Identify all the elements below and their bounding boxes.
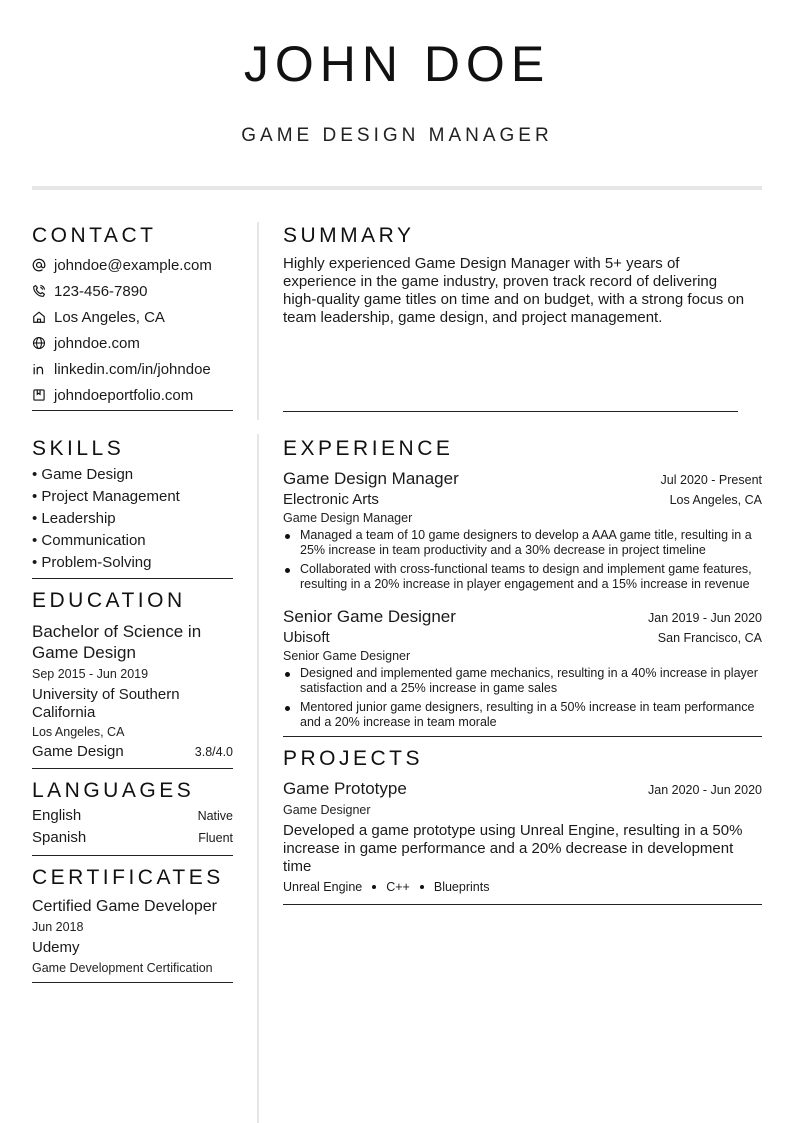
skill-item: • Project Management — [32, 488, 180, 505]
column-divider-bottom — [257, 434, 259, 1123]
education-school: University of Southern California — [32, 686, 180, 721]
job-bullet — [283, 700, 762, 730]
skills-list — [32, 464, 233, 574]
contact-linkedin-text: linkedin.com/in/johndoe — [54, 360, 211, 378]
job-bullet-text: Designed and implemented game mechanics, resulting in a 40% increase in player satisfaction and a 25% increase in game sales — [300, 666, 758, 695]
languages-heading: LANGUAGES — [32, 779, 195, 802]
right-column — [283, 222, 762, 894]
certificates-heading: CERTIFICATES — [32, 866, 224, 889]
header-divider — [32, 186, 762, 190]
tag-separator — [420, 885, 424, 889]
certificates-rule — [32, 982, 233, 983]
language-name: English — [32, 807, 82, 824]
job-dates: Jan 2019 - Jun 2020 — [648, 611, 762, 625]
contact-phone[interactable] — [32, 278, 233, 304]
certificate-description: Game Development Certification — [32, 961, 213, 975]
job-bullet — [283, 528, 762, 558]
projects-rule — [283, 904, 762, 905]
job-title: Game Design Manager — [283, 469, 459, 488]
bullet-dot — [285, 534, 290, 539]
tag-separator — [372, 885, 376, 889]
skill-item: • Problem-Solving — [32, 554, 152, 571]
job-position: Game Design Manager — [283, 511, 413, 525]
at-icon — [32, 258, 54, 272]
education-location: Los Angeles, CA — [32, 725, 125, 739]
job-location: Los Angeles, CA — [669, 493, 762, 507]
job-company: Electronic Arts — [283, 491, 379, 508]
bullet-dot — [285, 706, 290, 711]
certificate-date: Jun 2018 — [32, 920, 84, 934]
project-tag: Blueprints — [433, 880, 490, 894]
job-entry — [283, 606, 762, 730]
project-tags — [283, 880, 762, 894]
project-entry — [283, 778, 762, 894]
linkedin-icon — [32, 362, 54, 376]
language-level: Native — [197, 809, 233, 823]
skills-heading: SKILLS — [32, 437, 125, 460]
contact-email[interactable] — [32, 252, 233, 278]
bullet-dot — [285, 568, 290, 573]
job-bullet-text: Managed a team of 10 game designers to develop a AAA game title, resulting in a 25% increase in team productivity and a 30% decrease in project timeline — [300, 528, 752, 557]
contact-portfolio-text: johndoeportfolio.com — [54, 386, 194, 404]
project-name: Game Prototype — [283, 779, 407, 798]
education-degree: Bachelor of Science in Game Design — [32, 622, 202, 662]
language-name: Spanish — [32, 829, 87, 846]
job-header — [283, 468, 762, 490]
job-bullets — [283, 666, 762, 730]
education-field: Game Design — [32, 743, 124, 760]
skills-rule — [32, 578, 233, 579]
job-bullet-text: Mentored junior game designers, resulting in a 50% increase in team performance and a 20% increase in team morale — [300, 700, 755, 729]
project-description: Developed a game prototype using Unreal Engine, resulting in a 50% increase in game performance and a 20% decrease in development time — [283, 822, 743, 875]
experience-heading: EXPERIENCE — [283, 437, 454, 460]
language-level: Fluent — [198, 831, 233, 845]
job-company-row — [283, 491, 762, 508]
language-row — [32, 807, 233, 829]
education-gpa: 3.8/4.0 — [194, 745, 233, 759]
project-tag: C++ — [386, 880, 410, 894]
experience-section — [283, 435, 762, 905]
job-header — [283, 606, 762, 628]
job-bullets — [283, 528, 762, 592]
education-rule — [32, 768, 233, 769]
skill-item: • Communication — [32, 532, 146, 549]
job-position: Senior Game Designer — [283, 649, 411, 663]
skill-item: • Game Design — [32, 466, 134, 483]
phone-icon — [32, 284, 54, 298]
candidate-name: JOHN DOE — [243, 36, 551, 92]
home-icon — [32, 310, 54, 324]
job-bullet — [283, 562, 762, 592]
contact-website[interactable] — [32, 330, 233, 356]
skill-item: • Leadership — [32, 510, 116, 527]
candidate-role: GAME DESIGN MANAGER — [241, 125, 553, 146]
contact-location-text: Los Angeles, CA — [54, 308, 165, 326]
summary-text: Highly experienced Game Design Manager with 5+ years of experience in the game industry, proven track record of delivering high-quality game titles on time and on budget, with a strong focus on team leadership, game design, and project management. — [283, 255, 745, 326]
contact-location — [32, 304, 233, 330]
project-header — [283, 778, 762, 800]
language-row — [32, 829, 233, 851]
education-field-row — [32, 743, 233, 760]
portfolio-icon — [32, 388, 54, 402]
job-location: San Francisco, CA — [657, 631, 762, 645]
job-bullet — [283, 666, 762, 696]
job-bullet-text: Collaborated with cross-functional teams to design and implement game features, resulting in a 20% increase in player engagement and a 15% increase in revenue — [300, 562, 752, 591]
projects-heading: PROJECTS — [283, 747, 424, 770]
contact-portfolio[interactable] — [32, 382, 233, 408]
contact-email-text: johndoe@example.com — [54, 256, 212, 274]
project-role: Game Designer — [283, 803, 371, 817]
experience-rule — [283, 736, 762, 737]
project-dates: Jan 2020 - Jun 2020 — [648, 783, 762, 797]
contact-website-text: johndoe.com — [54, 334, 140, 352]
job-dates: Jul 2020 - Present — [660, 473, 762, 487]
languages-rule — [32, 855, 233, 856]
certificate-name: Certified Game Developer — [32, 898, 217, 915]
education-dates: Sep 2015 - Jun 2019 — [32, 667, 149, 681]
certificate-issuer: Udemy — [32, 939, 80, 956]
job-company-row — [283, 629, 762, 646]
column-divider-top — [257, 222, 259, 420]
contact-heading: CONTACT — [32, 224, 157, 247]
summary-rule — [283, 411, 738, 412]
education-heading: EDUCATION — [32, 589, 186, 612]
job-title: Senior Game Designer — [283, 607, 456, 626]
bullet-dot — [285, 672, 290, 677]
contact-phone-text: 123-456-7890 — [54, 282, 148, 300]
contact-linkedin[interactable] — [32, 356, 233, 382]
contact-list — [32, 252, 233, 408]
project-tag: Unreal Engine — [283, 880, 363, 894]
job-company: Ubisoft — [283, 629, 330, 646]
languages-list — [32, 807, 233, 851]
globe-icon — [32, 336, 54, 350]
summary-heading: SUMMARY — [283, 224, 415, 247]
contact-rule — [32, 410, 233, 411]
left-column — [32, 222, 233, 983]
job-entry — [283, 468, 762, 592]
